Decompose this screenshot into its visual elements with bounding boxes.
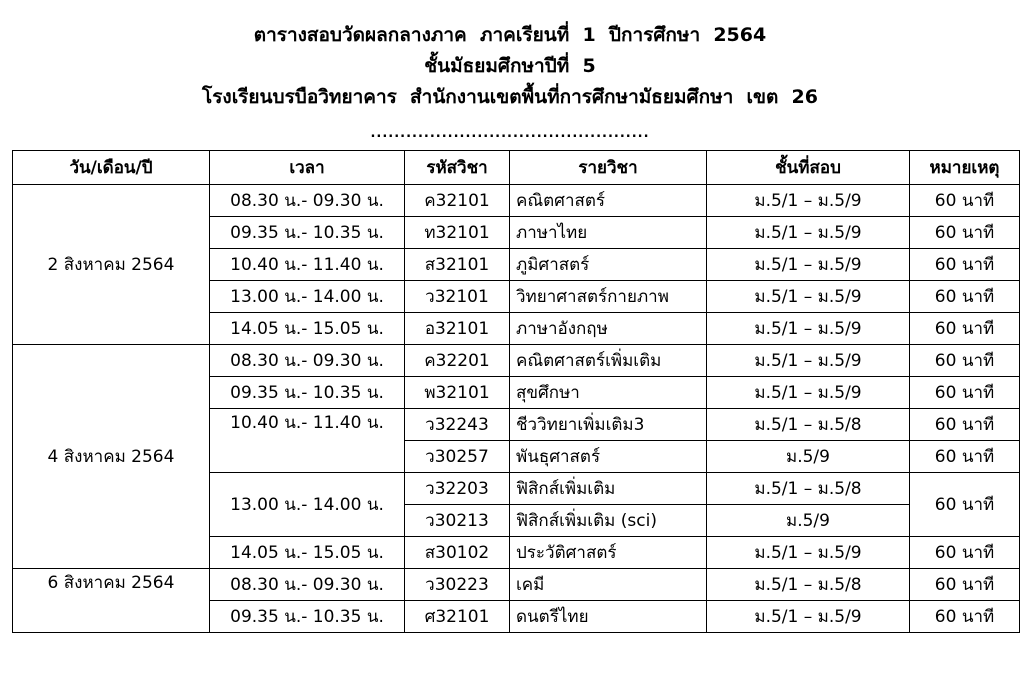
header-code: รหัสวิชา <box>405 151 510 185</box>
subject-cell: คณิตศาสตร์เพิ่มเติม <box>510 345 707 377</box>
code-cell: ว30257 <box>405 441 510 473</box>
header-note: หมายเหตุ <box>910 151 1020 185</box>
title-line-1: ตารางสอบวัดผลกลางภาค ภาคเรียนที่ 1 ปีการศึกษา 2564 <box>253 24 767 46</box>
header-date: วัน/เดือน/ปี <box>13 151 210 185</box>
code-cell: ท32101 <box>405 217 510 249</box>
code-cell: ศ32101 <box>405 601 510 633</box>
room-cell: ม.5/9 <box>707 505 910 537</box>
room-cell: ม.5/1 – ม.5/9 <box>707 217 910 249</box>
note-cell: 60 นาที <box>910 409 1020 441</box>
note-cell: 60 นาที <box>910 537 1020 569</box>
time-cell: 09.35 น.- 10.35 น. <box>210 601 405 633</box>
document-header <box>0 20 1020 113</box>
code-cell: อ32101 <box>405 313 510 345</box>
room-cell: ม.5/1 – ม.5/9 <box>707 185 910 217</box>
note-cell: 60 นาที <box>910 249 1020 281</box>
header-time: เวลา <box>210 151 405 185</box>
note-cell: 60 นาที <box>910 313 1020 345</box>
note-cell: 60 นาที <box>910 185 1020 217</box>
room-cell: ม.5/1 – ม.5/9 <box>707 377 910 409</box>
note-cell: 60 นาที <box>910 281 1020 313</box>
time-cell: 14.05 น.- 15.05 น. <box>210 537 405 569</box>
subject-cell: เคมี <box>510 569 707 601</box>
exam-schedule-table <box>12 150 1020 633</box>
room-cell: ม.5/1 – ม.5/9 <box>707 601 910 633</box>
table-row <box>13 569 1020 601</box>
code-cell: ว32243 <box>405 409 510 441</box>
header-subject: รายวิชา <box>510 151 707 185</box>
code-cell: ว30213 <box>405 505 510 537</box>
note-cell: 60 นาที <box>910 473 1020 537</box>
room-cell: ม.5/1 – ม.5/8 <box>707 409 910 441</box>
note-cell: 60 นาที <box>910 377 1020 409</box>
room-cell: ม.5/1 – ม.5/9 <box>707 537 910 569</box>
note-cell: 60 นาที <box>910 441 1020 473</box>
subject-cell: ประวัติศาสตร์ <box>510 537 707 569</box>
time-cell: 08.30 น.- 09.30 น. <box>210 569 405 601</box>
note-cell: 60 นาที <box>910 601 1020 633</box>
time-cell: 13.00 น.- 14.00 น. <box>210 281 405 313</box>
subject-cell: ดนตรีไทย <box>510 601 707 633</box>
dotted-separator: ............................................... <box>370 126 650 141</box>
code-cell: ว32203 <box>405 473 510 505</box>
date-cell: 2 สิงหาคม 2564 <box>13 185 210 345</box>
title-line-2: ชั้นมัธยมศึกษาปีที่ 5 <box>424 55 596 77</box>
subject-cell: ภูมิศาสตร์ <box>510 249 707 281</box>
room-cell: ม.5/1 – ม.5/9 <box>707 345 910 377</box>
note-cell: 60 นาที <box>910 345 1020 377</box>
code-cell: ค32101 <box>405 185 510 217</box>
subject-cell: พันธุศาสตร์ <box>510 441 707 473</box>
time-cell: 10.40 น.- 11.40 น. <box>210 409 405 473</box>
room-cell: ม.5/9 <box>707 441 910 473</box>
subject-cell: สุขศึกษา <box>510 377 707 409</box>
code-cell: พ32101 <box>405 377 510 409</box>
room-cell: ม.5/1 – ม.5/9 <box>707 281 910 313</box>
code-cell: ว32101 <box>405 281 510 313</box>
room-cell: ม.5/1 – ม.5/9 <box>707 249 910 281</box>
subject-cell: ภาษาไทย <box>510 217 707 249</box>
time-cell: 09.35 น.- 10.35 น. <box>210 217 405 249</box>
header-room: ชั้นที่สอบ <box>707 151 910 185</box>
subject-cell: ชีววิทยาเพิ่มเติม3 <box>510 409 707 441</box>
subject-cell: ฟิสิกส์เพิ่มเติม (sci) <box>510 505 707 537</box>
subject-cell: ฟิสิกส์เพิ่มเติม <box>510 473 707 505</box>
time-cell: 14.05 น.- 15.05 น. <box>210 313 405 345</box>
date-cell: 6 สิงหาคม 2564 <box>13 569 210 633</box>
time-cell: 13.00 น.- 14.00 น. <box>210 473 405 537</box>
note-cell: 60 นาที <box>910 217 1020 249</box>
note-cell: 60 นาที <box>910 569 1020 601</box>
title-line-3: โรงเรียนบรบือวิทยาคาร สำนักงานเขตพื้นที่การศึกษามัธยมศึกษา เขต 26 <box>202 86 818 108</box>
room-cell: ม.5/1 – ม.5/8 <box>707 473 910 505</box>
table-header-row <box>13 151 1020 185</box>
table-row <box>13 345 1020 377</box>
subject-cell: คณิตศาสตร์ <box>510 185 707 217</box>
time-cell: 09.35 น.- 10.35 น. <box>210 377 405 409</box>
time-cell: 08.30 น.- 09.30 น. <box>210 345 405 377</box>
subject-cell: วิทยาศาสตร์กายภาพ <box>510 281 707 313</box>
room-cell: ม.5/1 – ม.5/8 <box>707 569 910 601</box>
room-cell: ม.5/1 – ม.5/9 <box>707 313 910 345</box>
time-cell: 08.30 น.- 09.30 น. <box>210 185 405 217</box>
code-cell: ว30223 <box>405 569 510 601</box>
time-cell: 10.40 น.- 11.40 น. <box>210 249 405 281</box>
code-cell: ส30102 <box>405 537 510 569</box>
date-cell: 4 สิงหาคม 2564 <box>13 345 210 569</box>
code-cell: ค32201 <box>405 345 510 377</box>
subject-cell: ภาษาอังกฤษ <box>510 313 707 345</box>
code-cell: ส32101 <box>405 249 510 281</box>
table-row <box>13 185 1020 217</box>
